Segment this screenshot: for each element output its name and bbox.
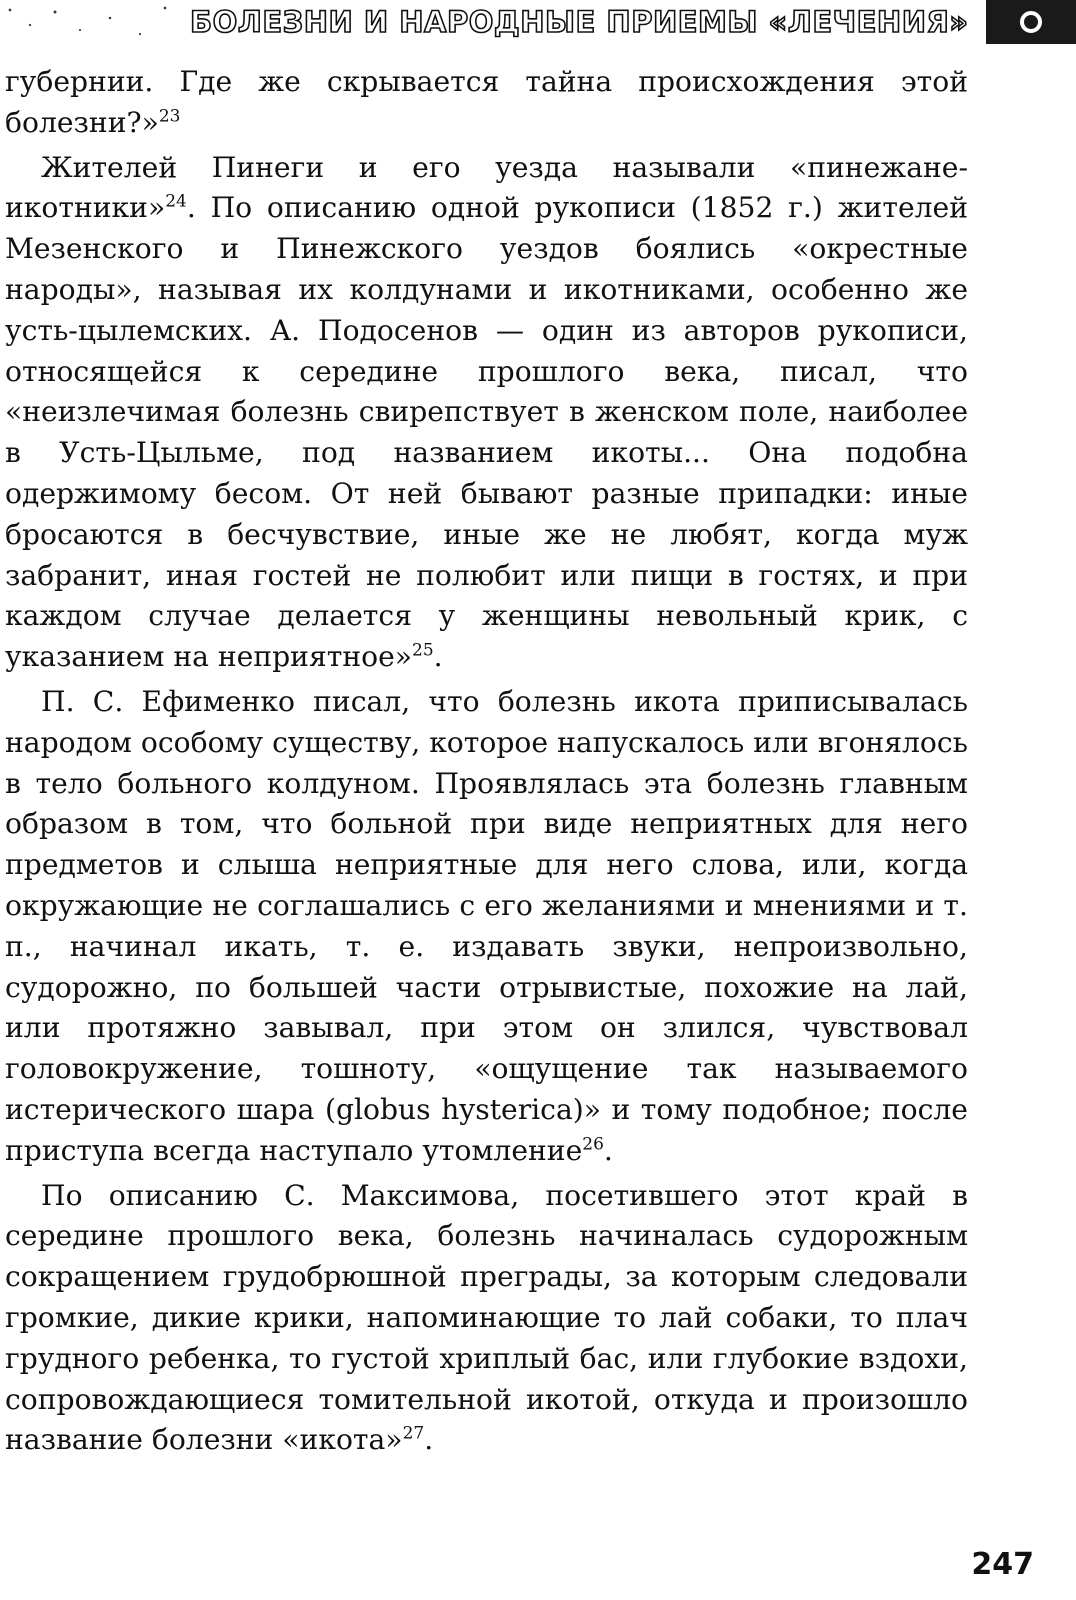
footnote-ref: 24 — [165, 192, 187, 212]
paragraph-continuation — [5, 62, 968, 144]
paragraph — [5, 1176, 968, 1462]
paragraph-text: . — [433, 640, 443, 674]
paragraph — [5, 148, 968, 678]
page-body — [5, 62, 968, 1461]
paragraph-text: . — [603, 1133, 613, 1167]
paragraph-text: Жителей Пинеги и его уезда называли «пинежане-икотники» — [5, 150, 968, 225]
footnote-ref: 25 — [412, 640, 434, 661]
paragraph-text: По описанию С. Максимова, посетившего этот край в середине прошлого века, болезнь начиналась судорожным сокращением грудобрюшной преграды, за которым следовали громкие, дикие крики, напоминающие то лай собаки, то плач грудного ребенка, то густой хриплый бас, или глубокие вздохи, сопровождающиеся томительной икотой, откуда и произошло название болезни «икота» — [5, 1178, 968, 1457]
footnote-ref: 27 — [402, 1423, 425, 1444]
paragraph-text: губернии. Где же скрывается тайна происхождения этой болезни?» — [5, 65, 968, 139]
paragraph-text: . По описанию одной рукописи (1852 г.) жителей Мезенского и Пинежского уездов боялись «окрестные народы», называя их колдунами и икотниками, особенно же усть-цылемских. А. Подосенов — один из авторов рукописи, относящейся к середине прошлого века, писал, что «неизлечимая болезнь свирепствует в женском поле, наиболее в Усть-Цыльме, под названием икоты... Она подобна одержимому бесом. От ней бывают разные припадки: иные бросаются в бесчувствие, иные же не любят, когда муж забранит, иная гостей не полюбит или пищи в гостях, и при каждом случае делается у женщины невольный крик, с указанием на неприятное» — [5, 191, 968, 674]
header-ornament — [0, 0, 190, 44]
running-header — [0, 0, 1076, 44]
footnote-ref: 26 — [582, 1134, 604, 1155]
footnote-ref: 23 — [158, 106, 181, 127]
page-number: 247 — [971, 1547, 1034, 1582]
header-badge — [986, 0, 1076, 44]
header-title: БОЛЕЗНИ И НАРОДНЫЕ ПРИЕМЫ «ЛЕЧЕНИЯ» — [190, 5, 969, 39]
paragraph-text: . — [424, 1423, 434, 1457]
circle-icon — [1020, 11, 1042, 33]
paragraph-text: П. С. Ефименко писал, что болезнь икота приписывалась народом особому существу, которое напускалось или вгонялось в тело больного колдуном. Проявлялась эта болезнь главным образом в том, что больной при виде неприятных для него предметов и слыша неприятные для него слова, или, когда окружающие не соглашались с его желаниями и мнениями и т. п., начинал икать, т. е. издавать звуки, непроизвольно, судорожно, по большей части отрывистые, похожие на лай, или протяжно завывал, при этом он злился, чувствовал головокружение, тошноту, «ощущение так называемого истерического шара (globus hysterica)» и тому подобное; после приступа всегда наступало утомление — [5, 684, 968, 1167]
paragraph — [5, 682, 968, 1172]
